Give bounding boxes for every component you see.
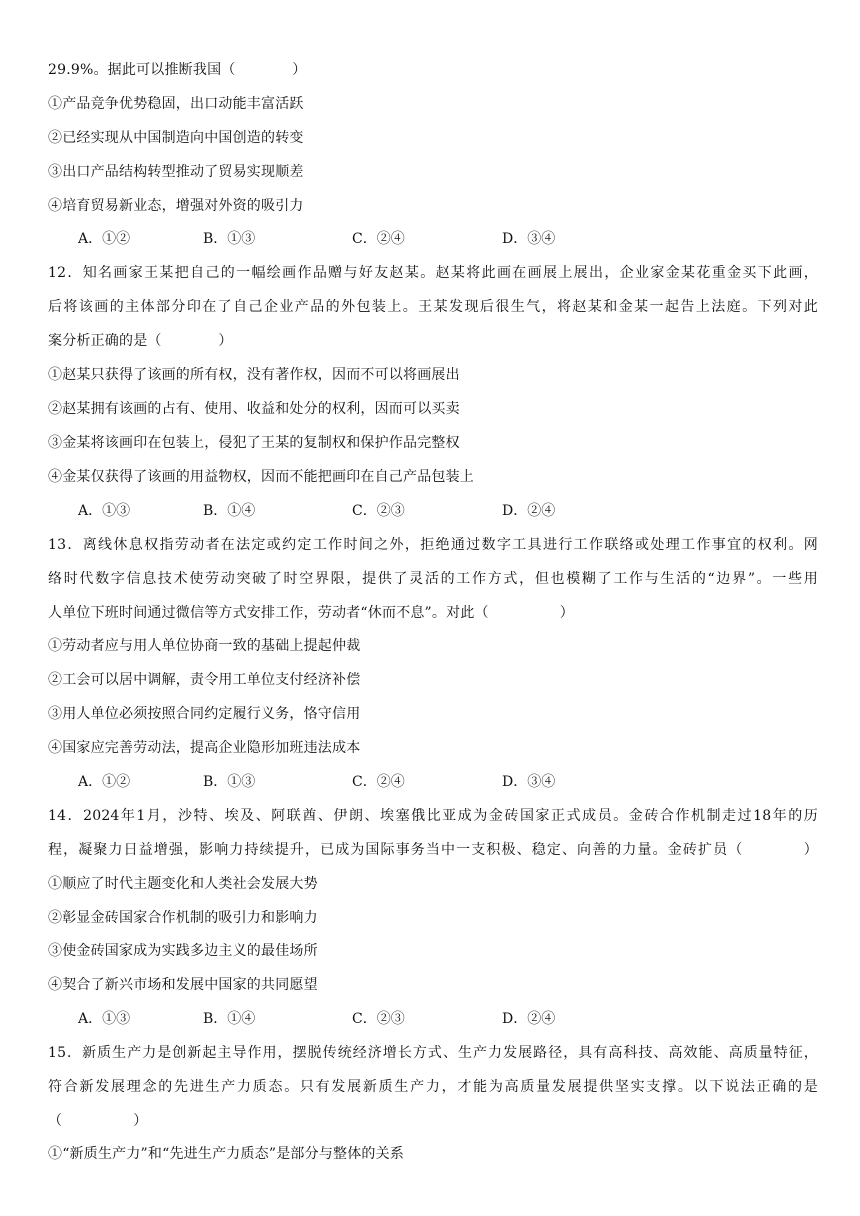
q14-option-c[interactable]: C．②③ xyxy=(352,1011,405,1027)
q12-statement-2: ②赵某拥有该画的占有、使用、收益和处分的权利，因而可以买卖 xyxy=(48,401,460,417)
q13-stem-line-2: 络时代数字信息技术使劳动突破了时空界限，提供了灵活的工作方式，但也模糊了工作与生活的“边界”。一些用 xyxy=(48,571,818,587)
q13-option-a[interactable]: A．①② xyxy=(78,774,131,790)
q14-option-b[interactable]: B．①④ xyxy=(203,1011,256,1027)
q11-statement-3: ③出口产品结构转型推动了贸易实现顺差 xyxy=(48,164,304,180)
q11-stem-tail: 29.9%。据此可以推断我国（ ） xyxy=(48,62,307,78)
q13-statement-2: ②工会可以居中调解，责令用工单位支付经济补偿 xyxy=(48,672,361,688)
q11-options xyxy=(78,228,638,250)
q13-statement-4: ④国家应完善劳动法，提高企业隐形加班违法成本 xyxy=(48,740,361,756)
q14-option-a[interactable]: A．①③ xyxy=(78,1011,131,1027)
q12-statement-3: ③金某将该画印在包装上，侵犯了王某的复制权和保护作品完整权 xyxy=(48,435,460,451)
q12-statement-4: ④金某仅获得了该画的用益物权，因而不能把画印在自己产品包装上 xyxy=(48,469,474,485)
q13-option-c[interactable]: C．②④ xyxy=(352,774,405,790)
q14-stem-line-1: 14．2024年1月，沙特、埃及、阿联酋、伊朗、埃塞俄比亚成为金砖国家正式成员。金砖合作机制走过18年的历 xyxy=(48,808,818,824)
q11-option-b[interactable]: B．①③ xyxy=(203,231,256,247)
q13-option-d[interactable]: D．③④ xyxy=(502,774,556,790)
q12-option-d[interactable]: D．②④ xyxy=(502,503,556,519)
q11-statement-4: ④培育贸易新业态，增强对外资的吸引力 xyxy=(48,198,304,214)
q12-option-b[interactable]: B．①④ xyxy=(203,503,256,519)
q12-stem-line-2: 后将该画的主体部分印在了自己企业产品的外包装上。王某发现后很生气，将赵某和金某一起告上法庭。下列对此 xyxy=(48,299,818,315)
q11-statement-1: ①产品竞争优势稳固，出口动能丰富活跃 xyxy=(48,96,304,112)
q12-option-c[interactable]: C．②③ xyxy=(352,503,405,519)
q14-statement-1: ①顺应了时代主题变化和人类社会发展大势 xyxy=(48,876,318,892)
q15-stem-line-2: 符合新发展理念的先进生产力质态。只有发展新质生产力，才能为高质量发展提供坚实支撑。以下说法正确的是 xyxy=(48,1079,818,1095)
q13-option-b[interactable]: B．①③ xyxy=(203,774,256,790)
q11-option-d[interactable]: D．③④ xyxy=(502,231,556,247)
q12-statement-1: ①赵某只获得了该画的所有权，没有著作权，因而不可以将画展出 xyxy=(48,367,460,383)
q11-statement-2: ②已经实现从中国制造向中国创造的转变 xyxy=(48,130,304,146)
q15-statement-1: ①“新质生产力”和“先进生产力质态”是部分与整体的关系 xyxy=(48,1146,405,1162)
q12-options xyxy=(78,500,638,522)
q12-option-a[interactable]: A．①③ xyxy=(78,503,131,519)
q14-option-d[interactable]: D．②④ xyxy=(502,1011,556,1027)
q13-statement-3: ③用人单位必须按照合同约定履行义务，恪守信用 xyxy=(48,706,361,722)
q15-stem-line-1: 15．新质生产力是创新起主导作用，摆脱传统经济增长方式、生产力发展路径，具有高科技、高效能、高质量特征， xyxy=(48,1045,818,1061)
q13-options xyxy=(78,771,638,793)
q11-option-a[interactable]: A．①② xyxy=(78,231,131,247)
q15-stem-line-3: （ ） xyxy=(48,1113,148,1129)
q14-statement-3: ③使金砖国家成为实践多边主义的最佳场所 xyxy=(48,943,318,959)
q13-stem-line-1: 13．离线休息权指劳动者在法定或约定工作时间之外，拒绝通过数字工具进行工作联络或处理工作事宜的权利。网 xyxy=(48,537,818,553)
q13-stem-line-3: 人单位下班时间通过微信等方式安排工作，劳动者“休而不息”。对此（ ） xyxy=(48,605,574,621)
q12-stem-line-1: 12．知名画家王某把自己的一幅绘画作品赠与好友赵某。赵某将此画在画展上展出，企业家金某花重金买下此画， xyxy=(48,265,818,281)
q14-stem-line-2: 程，凝聚力日益增强，影响力持续提升，已成为国际事务当中一支积极、稳定、向善的力量。金砖扩员（ ） xyxy=(48,842,818,858)
q14-options xyxy=(78,1008,638,1030)
q12-stem-line-3: 案分析正确的是（ ） xyxy=(48,333,233,349)
q14-statement-4: ④契合了新兴市场和发展中国家的共同愿望 xyxy=(48,977,318,993)
q13-statement-1: ①劳动者应与用人单位协商一致的基础上提起仲裁 xyxy=(48,638,361,654)
q11-option-c[interactable]: C．②④ xyxy=(352,231,405,247)
q14-statement-2: ②彰显金砖国家合作机制的吸引力和影响力 xyxy=(48,910,318,926)
